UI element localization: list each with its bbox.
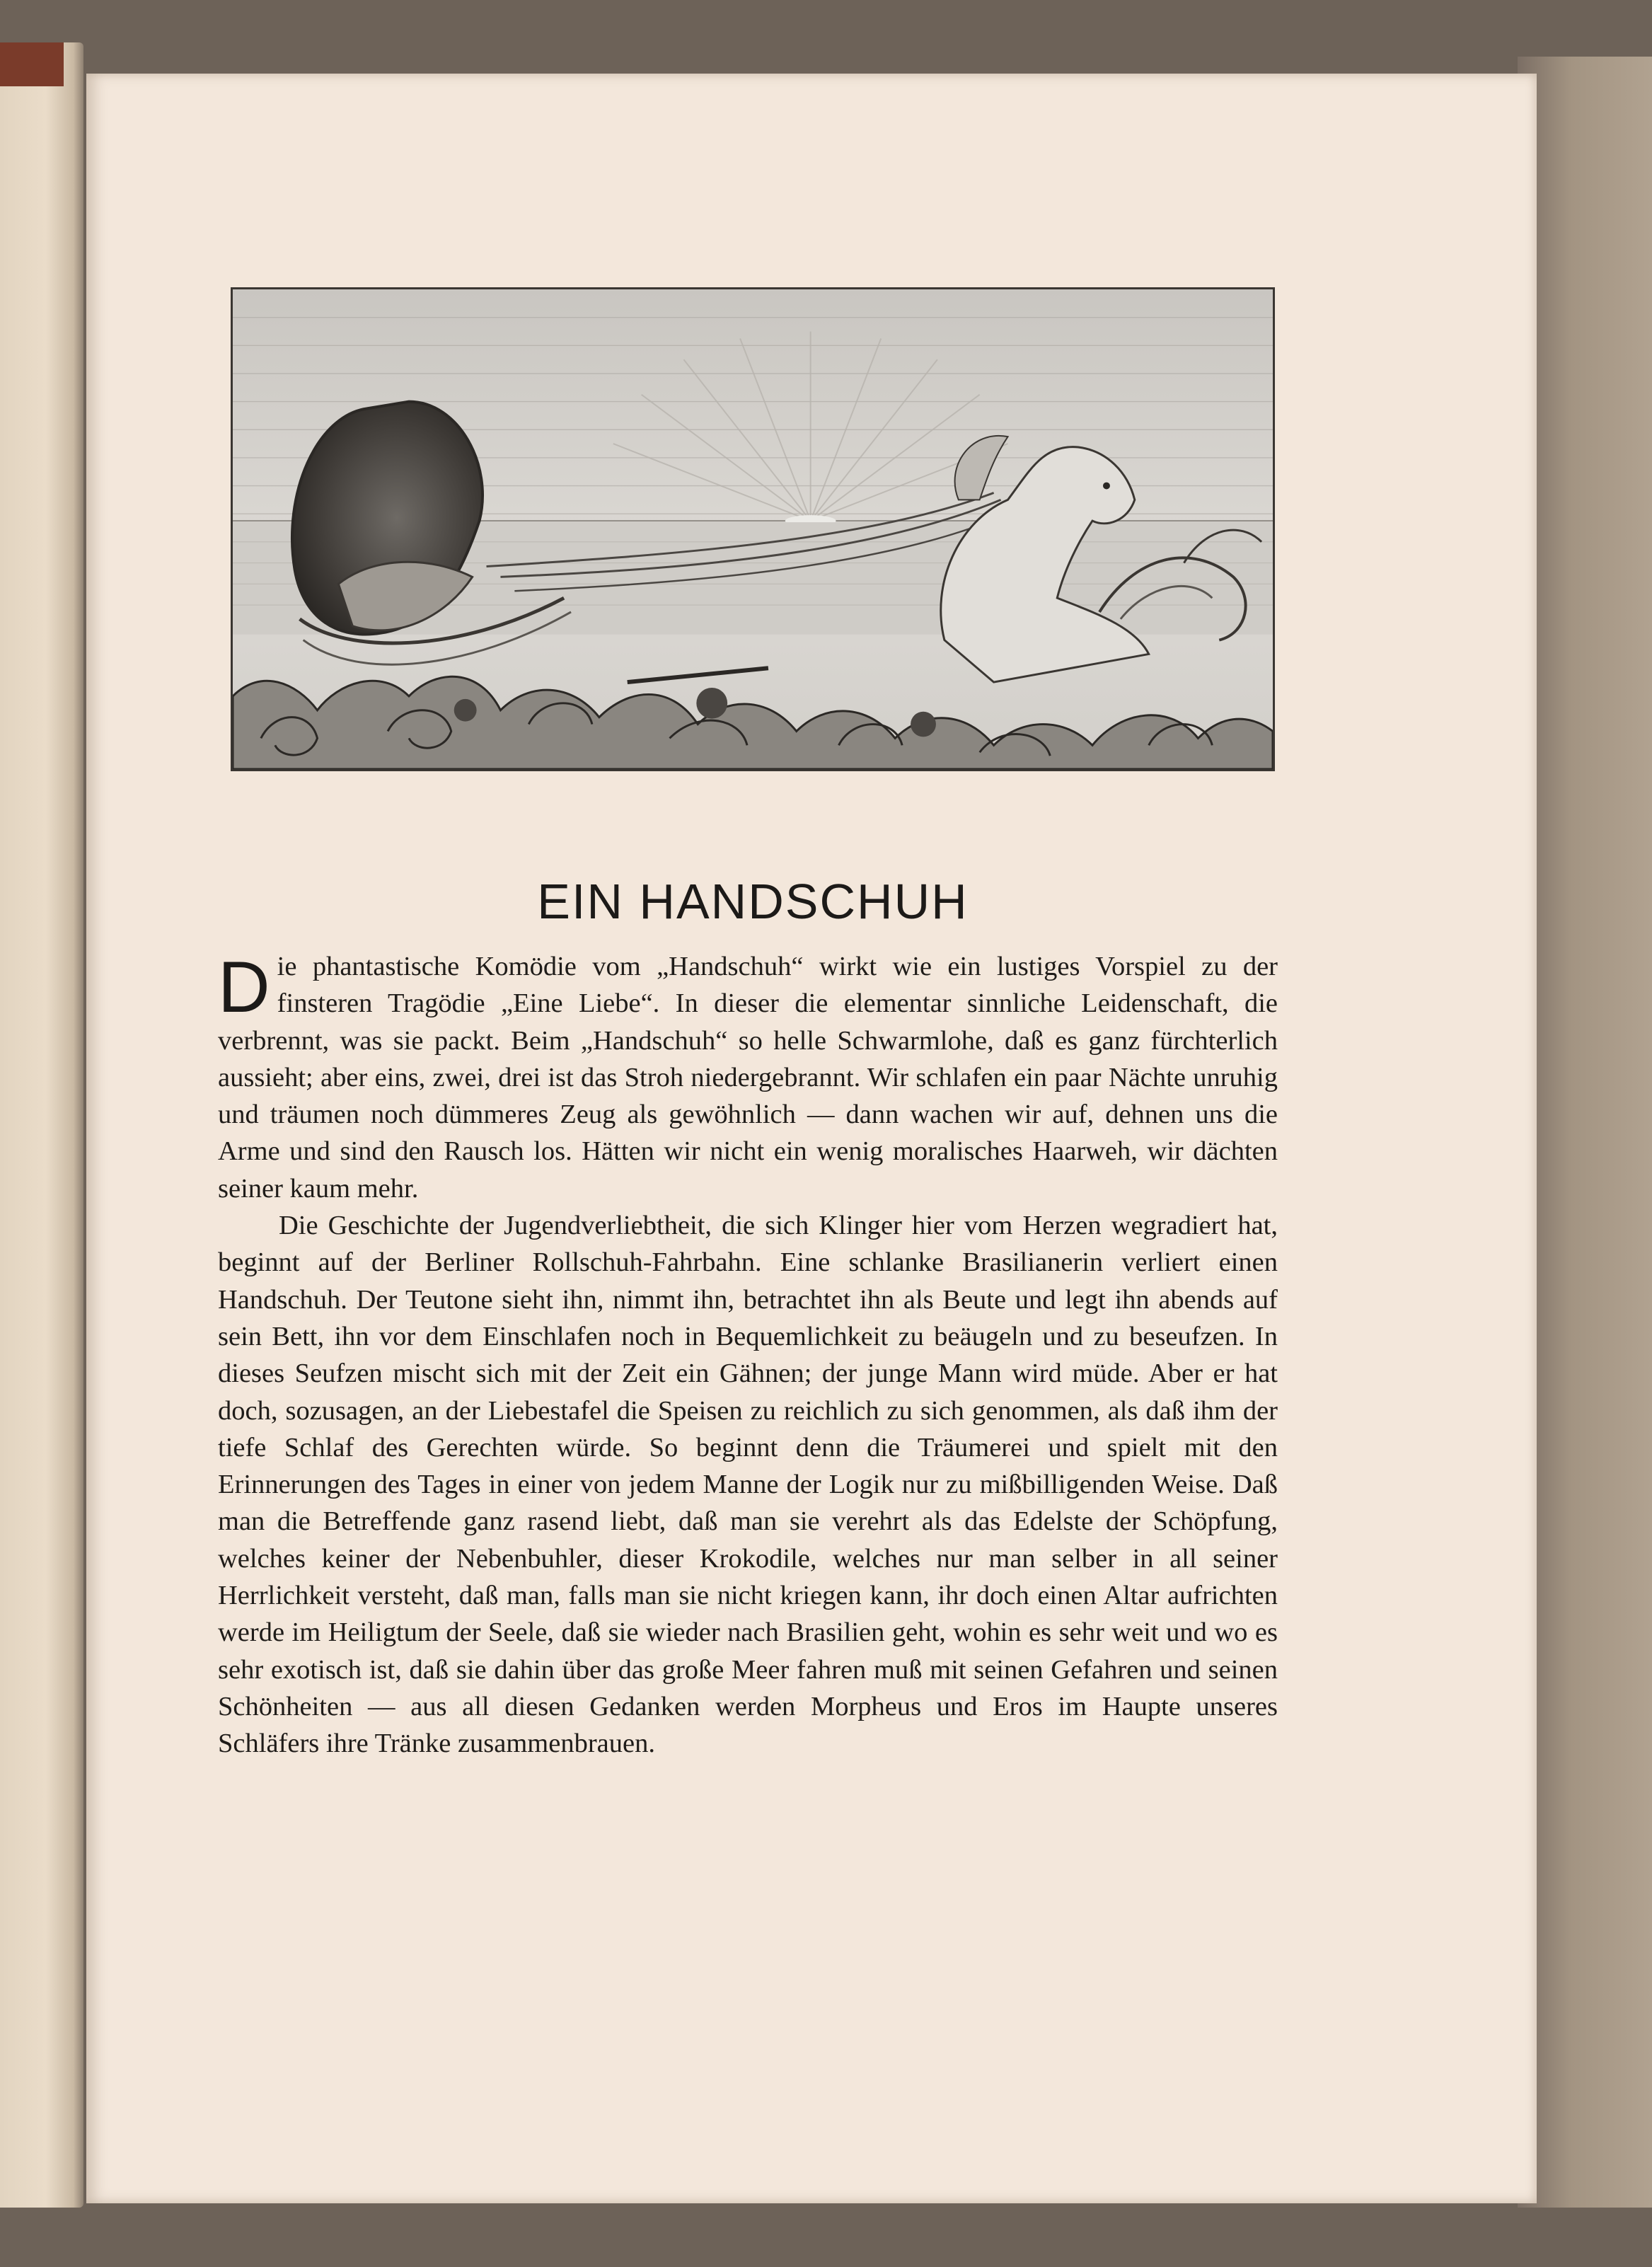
left-page-edge [0, 42, 83, 2208]
paragraph [218, 948, 1278, 1207]
header-illustration [231, 287, 1275, 771]
drop-cap: D [218, 947, 270, 1027]
chapter-title: EIN HANDSCHUH [537, 874, 969, 929]
book-page [86, 74, 1537, 2203]
left-page-corner [0, 42, 64, 86]
chariot-shell-horse-engraving-icon [233, 289, 1273, 769]
paragraph: Die Geschichte der Jugendverliebtheit, die sich Klinger hier vom Herzen wegradiert hat, beginnt auf der Berliner Rollschuh-Fahrbahn. Eine schlanke Brasilianerin verliert einen Handschuh. Der Teutone sieht ihn, nimmt ihn, betrachtet ihn als Beute und legt ihn abends auf sein Bett, ihn vor dem Einschlafen noch in Bequemlichkeit zu beäugeln und zu beseufzen. In dieses Seufzen mischt sich mit der Zeit ein Gähnen; der junge Mann wird müde. Aber er hat doch, sozusagen, an der Liebestafel die Speisen zu reichlich zu sich genommen, als daß ihm der tiefe Schlaf des Gerechten würde. So beginnt denn die Träumerei und spielt mit den Erinnerungen des Tages in einer von jedem Manne der Logik nur zu mißbilligenden Weise. Daß man die Betreffende ganz rasend liebt, daß man sie verehrt als das Edelste der Schöpfung, welches keiner der Nebenbuhler, dieser Krokodile, welches nur man selber in all seiner Herrlichkeit versteht, daß man, falls man sie nicht kriegen kann, ihr doch einen Altar aufrichten werde im Heiligtum der Seele, daß sie wieder nach Brasilien geht, wohin es sehr weit und wo es sehr exotisch ist, daß sie dahin über das große Meer fahren muß mit seinen Gefahren und seinen Schönheiten — aus all diesen Gedanken werden Morpheus und Eros im Haupte unseres Schläfers ihre Tränke zusammenbrauen. [218, 1211, 1278, 1759]
chapter-body [218, 948, 1278, 1763]
book-cover-edge [1518, 57, 1652, 2208]
paragraph-text: ie phantastische Komödie vom „Handschuh“ wirkt wie ein lustiges Vorspiel zu der finsteren Tragödie „Eine Liebe“. In dieser die elementar sinnliche Leidenschaft, die verbrennt, was sie packt. Beim „Handschuh“ so helle Schwarmlohe, daß es ganz fürchterlich aussieht; aber eins, zwei, drei ist das Stroh niedergebrannt. Wir schlafen ein paar Nächte unruhig und träumen noch dümmeres Zeug als gewöhnlich — dann wachen wir auf, dehnen uns die Arme und sind den Rausch los. Hätten wir nicht ein wenig moralisches Haarweh, wir dächten seiner kaum mehr. [218, 952, 1278, 1204]
